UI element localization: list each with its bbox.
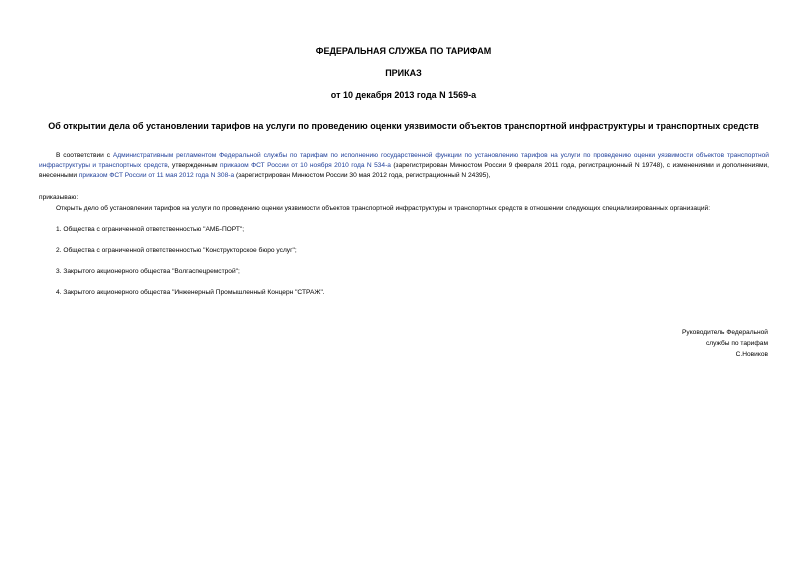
signature-organization: службы по тарифам bbox=[705, 340, 768, 347]
intro-text-2: , утвержденным bbox=[167, 162, 220, 169]
intro-text-3: (зарегистрирован Минюстом России 9 февраля 2011 года, регистрационный N 19748), с изменениями и дополнениями, внесенными bbox=[39, 162, 769, 179]
intro-paragraph bbox=[39, 151, 769, 181]
signature-name: С.Новиков bbox=[735, 351, 768, 358]
list-item: 1. Общества с ограниченной ответственностью "АМБ-ПОРТ"; bbox=[56, 226, 245, 233]
list-item: 2. Общества с ограниченной ответственностью "Конструкторское бюро услуг"; bbox=[56, 247, 297, 254]
agency-name: ФЕДЕРАЛЬНАЯ СЛУЖБА ПО ТАРИФАМ bbox=[315, 46, 492, 56]
signature-position: Руководитель Федеральной bbox=[682, 329, 768, 336]
document-title: Об открытии дела об установлении тарифов на услуги по проведению оценки уязвимости объектов транспортной инфраструктуры и транспортных средств bbox=[48, 121, 759, 131]
list-item: 3. Закрытого акционерного общества "Волгаспецремстрой"; bbox=[56, 268, 240, 275]
decree-word: приказываю: bbox=[39, 194, 79, 201]
intro-text-4: (зарегистрирован Минюстом России 30 мая 2012 года, регистрационный N 24395), bbox=[234, 172, 491, 179]
regulation-link[interactable]: Административным регламентом Федеральной службы по тарифам по исполнению государственной функции по установлению тарифов на услуги по проведению оценки уязвимости объектов транспортной инфраструктуры и транспортных средств bbox=[39, 152, 769, 169]
order-308-link[interactable]: приказом ФСТ России от 11 мая 2012 года N 308-а bbox=[78, 172, 235, 179]
document-date-number: от 10 декабря 2013 года N 1569-а bbox=[330, 90, 477, 100]
document-type: ПРИКАЗ bbox=[385, 68, 422, 78]
open-case-text: Открыть дело об установлении тарифов на услуги по проведению оценки уязвимости объектов транспортной инфраструктуры и транспортных средств в отношении следующих специализированных организаций: bbox=[56, 205, 711, 212]
order-534-link[interactable]: приказом ФСТ России от 10 ноября 2010 года N 534-а bbox=[220, 162, 391, 169]
list-item: 4. Закрытого акционерного общества "Инженерный Промышленный Концерн "СТРАЖ". bbox=[56, 289, 325, 296]
intro-text-1: В соответствии с bbox=[56, 152, 113, 159]
